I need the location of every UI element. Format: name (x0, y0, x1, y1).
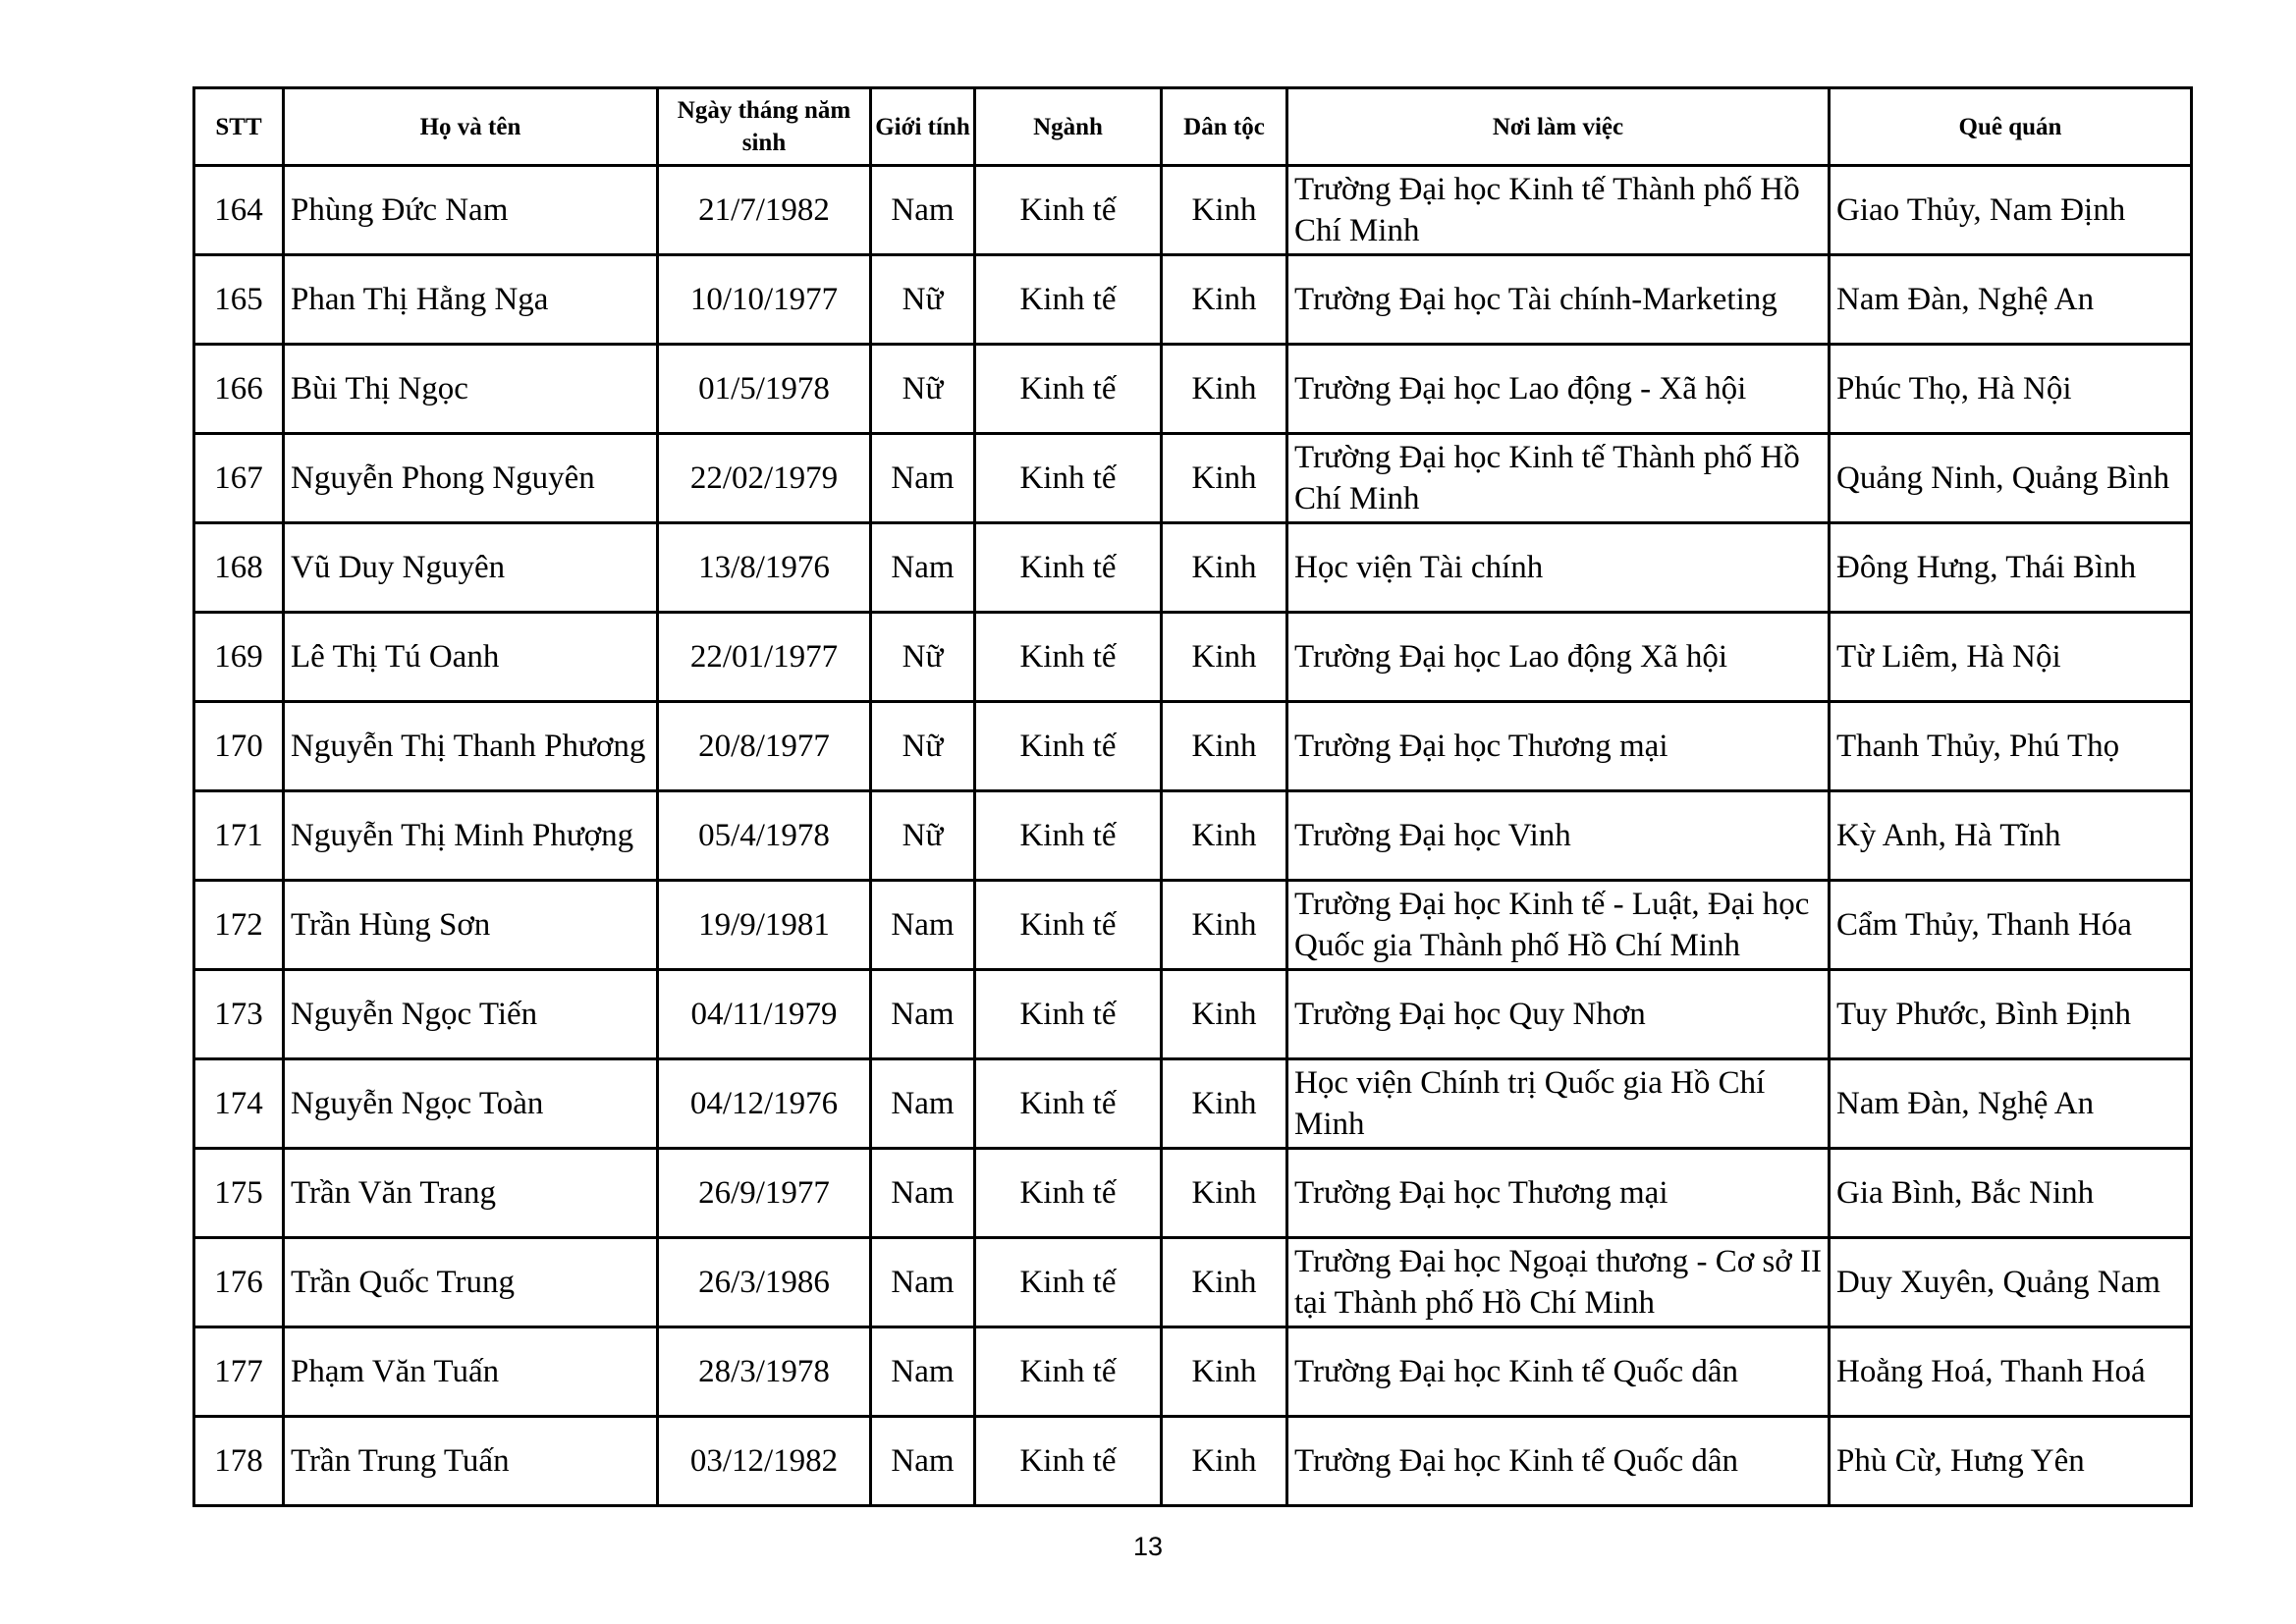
cell-stt: 170 (194, 702, 284, 791)
cell-ethnicity: Kinh (1162, 1417, 1287, 1506)
cell-gender: Nữ (871, 702, 975, 791)
header-workplace: Nơi làm việc (1287, 88, 1830, 166)
cell-field: Kinh tế (975, 881, 1162, 970)
cell-workplace: Trường Đại học Thương mại (1287, 1149, 1830, 1238)
cell-workplace: Trường Đại học Kinh tế Quốc dân (1287, 1417, 1830, 1506)
table-row (194, 881, 2192, 970)
cell-stt: 174 (194, 1059, 284, 1149)
cell-workplace: Trường Đại học Kinh tế Thành phố Hồ Chí Minh (1287, 166, 1830, 255)
cell-workplace: Trường Đại học Vinh (1287, 791, 1830, 881)
cell-date-of-birth: 28/3/1978 (658, 1327, 871, 1417)
header-ethnicity: Dân tộc (1162, 88, 1287, 166)
cell-full-name: Lê Thị Tú Oanh (284, 613, 658, 702)
cell-gender: Nam (871, 1327, 975, 1417)
cell-full-name: Vũ Duy Nguyên (284, 523, 658, 613)
cell-gender: Nữ (871, 255, 975, 345)
cell-stt: 166 (194, 345, 284, 434)
cell-hometown: Giao Thủy, Nam Định (1830, 166, 2192, 255)
cell-gender: Nữ (871, 791, 975, 881)
cell-date-of-birth: 01/5/1978 (658, 345, 871, 434)
cell-field: Kinh tế (975, 1149, 1162, 1238)
cell-gender: Nữ (871, 613, 975, 702)
cell-hometown: Cẩm Thủy, Thanh Hóa (1830, 881, 2192, 970)
cell-stt: 167 (194, 434, 284, 523)
cell-gender: Nam (871, 1417, 975, 1506)
cell-stt: 172 (194, 881, 284, 970)
cell-stt: 173 (194, 970, 284, 1059)
table-row (194, 255, 2192, 345)
cell-gender: Nam (871, 166, 975, 255)
table-body (194, 166, 2192, 1506)
cell-full-name: Trần Văn Trang (284, 1149, 658, 1238)
cell-date-of-birth: 10/10/1977 (658, 255, 871, 345)
cell-field: Kinh tế (975, 345, 1162, 434)
cell-workplace: Trường Đại học Kinh tế Quốc dân (1287, 1327, 1830, 1417)
cell-field: Kinh tế (975, 1238, 1162, 1327)
cell-ethnicity: Kinh (1162, 1327, 1287, 1417)
cell-workplace: Trường Đại học Quy Nhơn (1287, 970, 1830, 1059)
cell-stt: 171 (194, 791, 284, 881)
cell-field: Kinh tế (975, 1417, 1162, 1506)
cell-field: Kinh tế (975, 791, 1162, 881)
header-field: Ngành (975, 88, 1162, 166)
cell-ethnicity: Kinh (1162, 523, 1287, 613)
cell-field: Kinh tế (975, 1327, 1162, 1417)
table-row (194, 1417, 2192, 1506)
cell-date-of-birth: 22/02/1979 (658, 434, 871, 523)
header-hometown: Quê quán (1830, 88, 2192, 166)
cell-stt: 176 (194, 1238, 284, 1327)
table-row (194, 1059, 2192, 1149)
cell-ethnicity: Kinh (1162, 881, 1287, 970)
cell-full-name: Bùi Thị Ngọc (284, 345, 658, 434)
table-header-row (194, 88, 2192, 166)
table-row (194, 970, 2192, 1059)
table-row (194, 1327, 2192, 1417)
cell-stt: 168 (194, 523, 284, 613)
cell-stt: 164 (194, 166, 284, 255)
cell-date-of-birth: 21/7/1982 (658, 166, 871, 255)
cell-ethnicity: Kinh (1162, 1238, 1287, 1327)
cell-hometown: Gia Bình, Bắc Ninh (1830, 1149, 2192, 1238)
cell-gender: Nam (871, 523, 975, 613)
cell-full-name: Nguyễn Phong Nguyên (284, 434, 658, 523)
cell-workplace: Trường Đại học Ngoại thương - Cơ sở II tại Thành phố Hồ Chí Minh (1287, 1238, 1830, 1327)
cell-ethnicity: Kinh (1162, 345, 1287, 434)
cell-workplace: Học viện Tài chính (1287, 523, 1830, 613)
table-row (194, 791, 2192, 881)
cell-ethnicity: Kinh (1162, 702, 1287, 791)
cell-gender: Nam (871, 434, 975, 523)
cell-hometown: Thanh Thủy, Phú Thọ (1830, 702, 2192, 791)
table-row (194, 434, 2192, 523)
cell-hometown: Nam Đàn, Nghệ An (1830, 255, 2192, 345)
cell-date-of-birth: 05/4/1978 (658, 791, 871, 881)
cell-gender: Nam (871, 970, 975, 1059)
cell-ethnicity: Kinh (1162, 791, 1287, 881)
cell-hometown: Quảng Ninh, Quảng Bình (1830, 434, 2192, 523)
cell-full-name: Trần Hùng Sơn (284, 881, 658, 970)
table-row (194, 345, 2192, 434)
cell-full-name: Phạm Văn Tuấn (284, 1327, 658, 1417)
cell-full-name: Nguyễn Ngọc Toàn (284, 1059, 658, 1149)
cell-workplace: Trường Đại học Lao động - Xã hội (1287, 345, 1830, 434)
cell-field: Kinh tế (975, 1059, 1162, 1149)
cell-stt: 178 (194, 1417, 284, 1506)
table-row (194, 702, 2192, 791)
cell-hometown: Phúc Thọ, Hà Nội (1830, 345, 2192, 434)
cell-ethnicity: Kinh (1162, 255, 1287, 345)
cell-date-of-birth: 04/12/1976 (658, 1059, 871, 1149)
cell-stt: 175 (194, 1149, 284, 1238)
cell-ethnicity: Kinh (1162, 1149, 1287, 1238)
header-date-of-birth: Ngày tháng năm sinh (658, 88, 871, 166)
cell-field: Kinh tế (975, 434, 1162, 523)
cell-hometown: Nam Đàn, Nghệ An (1830, 1059, 2192, 1149)
table-row (194, 1149, 2192, 1238)
page-number: 13 (1132, 1532, 1164, 1561)
cell-ethnicity: Kinh (1162, 1059, 1287, 1149)
cell-full-name: Nguyễn Thị Thanh Phương (284, 702, 658, 791)
cell-hometown: Kỳ Anh, Hà Tĩnh (1830, 791, 2192, 881)
cell-full-name: Trần Quốc Trung (284, 1238, 658, 1327)
cell-stt: 169 (194, 613, 284, 702)
cell-workplace: Trường Đại học Tài chính-Marketing (1287, 255, 1830, 345)
cell-workplace: Học viện Chính trị Quốc gia Hồ Chí Minh (1287, 1059, 1830, 1149)
cell-full-name: Trần Trung Tuấn (284, 1417, 658, 1506)
cell-full-name: Phùng Đức Nam (284, 166, 658, 255)
cell-date-of-birth: 13/8/1976 (658, 523, 871, 613)
table-row (194, 613, 2192, 702)
cell-stt: 165 (194, 255, 284, 345)
cell-hometown: Hoằng Hoá, Thanh Hoá (1830, 1327, 2192, 1417)
cell-date-of-birth: 22/01/1977 (658, 613, 871, 702)
cell-date-of-birth: 03/12/1982 (658, 1417, 871, 1506)
cell-ethnicity: Kinh (1162, 970, 1287, 1059)
header-stt: STT (194, 88, 284, 166)
cell-stt: 177 (194, 1327, 284, 1417)
cell-date-of-birth: 04/11/1979 (658, 970, 871, 1059)
table-row (194, 1238, 2192, 1327)
cell-date-of-birth: 26/9/1977 (658, 1149, 871, 1238)
cell-ethnicity: Kinh (1162, 166, 1287, 255)
cell-field: Kinh tế (975, 613, 1162, 702)
cell-gender: Nữ (871, 345, 975, 434)
cell-gender: Nam (871, 1059, 975, 1149)
cell-field: Kinh tế (975, 523, 1162, 613)
cell-workplace: Trường Đại học Thương mại (1287, 702, 1830, 791)
cell-full-name: Phan Thị Hằng Nga (284, 255, 658, 345)
cell-date-of-birth: 20/8/1977 (658, 702, 871, 791)
cell-workplace: Trường Đại học Kinh tế Thành phố Hồ Chí Minh (1287, 434, 1830, 523)
header-gender: Giới tính (871, 88, 975, 166)
table-row (194, 523, 2192, 613)
cell-workplace: Trường Đại học Kinh tế - Luật, Đại học Quốc gia Thành phố Hồ Chí Minh (1287, 881, 1830, 970)
cell-gender: Nam (871, 1149, 975, 1238)
cell-field: Kinh tế (975, 255, 1162, 345)
table-row (194, 166, 2192, 255)
cell-full-name: Nguyễn Thị Minh Phượng (284, 791, 658, 881)
cell-workplace: Trường Đại học Lao động Xã hội (1287, 613, 1830, 702)
cell-full-name: Nguyễn Ngọc Tiến (284, 970, 658, 1059)
cell-hometown: Phù Cừ, Hưng Yên (1830, 1417, 2192, 1506)
cell-field: Kinh tế (975, 166, 1162, 255)
cell-hometown: Tuy Phước, Bình Định (1830, 970, 2192, 1059)
cell-field: Kinh tế (975, 702, 1162, 791)
header-full-name: Họ và tên (284, 88, 658, 166)
candidate-table (192, 86, 2193, 1507)
cell-gender: Nam (871, 881, 975, 970)
cell-ethnicity: Kinh (1162, 613, 1287, 702)
cell-hometown: Từ Liêm, Hà Nội (1830, 613, 2192, 702)
cell-field: Kinh tế (975, 970, 1162, 1059)
cell-date-of-birth: 26/3/1986 (658, 1238, 871, 1327)
cell-ethnicity: Kinh (1162, 434, 1287, 523)
cell-gender: Nam (871, 1238, 975, 1327)
cell-hometown: Đông Hưng, Thái Bình (1830, 523, 2192, 613)
cell-date-of-birth: 19/9/1981 (658, 881, 871, 970)
cell-hometown: Duy Xuyên, Quảng Nam (1830, 1238, 2192, 1327)
